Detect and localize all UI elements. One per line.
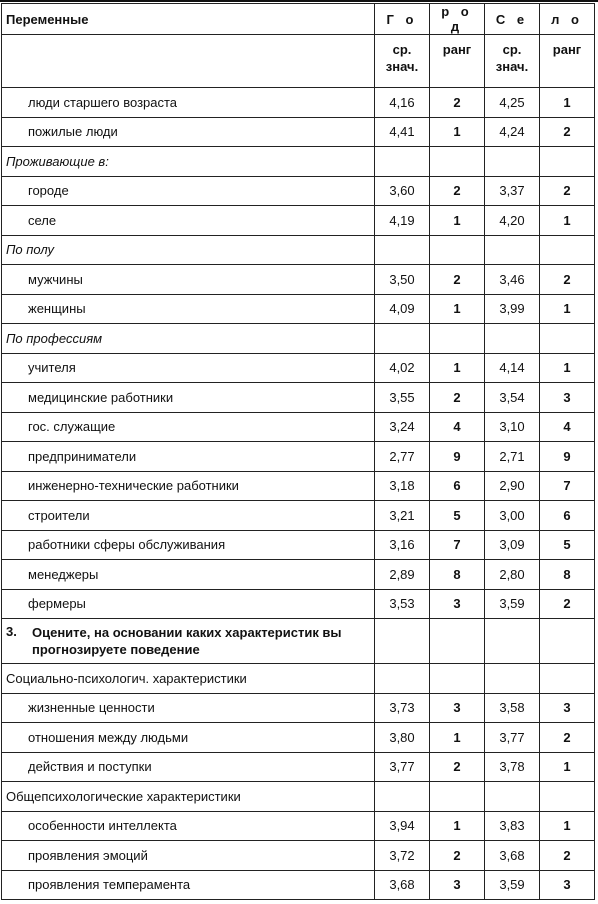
village-avg-value: 2,90 (485, 471, 540, 501)
empty-cell (430, 664, 485, 694)
city-avg-header: ср. знач. (375, 35, 430, 88)
variables-header: Переменные (2, 4, 375, 35)
table-row (2, 294, 595, 324)
question-cell (2, 619, 375, 664)
village-avg-header: ср. знач. (485, 35, 540, 88)
table-row (2, 412, 595, 442)
village-avg-value: 3,77 (485, 723, 540, 753)
village-rank-value: 7 (540, 471, 595, 501)
table-row (2, 589, 595, 619)
empty-cell (485, 782, 540, 812)
village-rank-header: ранг (540, 35, 595, 88)
table-row (2, 176, 595, 206)
village-rank-value: 2 (540, 117, 595, 147)
village-rank-value: 1 (540, 353, 595, 383)
table-body (2, 4, 595, 900)
village-rank-value: 6 (540, 501, 595, 531)
city-rank-value: 2 (430, 176, 485, 206)
empty-cell (540, 782, 595, 812)
table-row (2, 870, 595, 900)
village-rank-value: 8 (540, 560, 595, 590)
village-avg-value: 3,68 (485, 841, 540, 871)
row-label: фермеры (2, 589, 375, 619)
city-rank-value: 1 (430, 206, 485, 236)
city-rank-value: 1 (430, 353, 485, 383)
row-label: женщины (2, 294, 375, 324)
empty-cell (540, 324, 595, 354)
city-rank-value: 5 (430, 501, 485, 531)
table-row (2, 752, 595, 782)
village-rank-value: 1 (540, 294, 595, 324)
city-avg-value: 3,72 (375, 841, 430, 871)
table-row (2, 530, 595, 560)
row-label: проявления эмоций (2, 841, 375, 871)
city-rank-value: 1 (430, 117, 485, 147)
village-avg-value: 4,14 (485, 353, 540, 383)
empty-cell (540, 619, 595, 664)
row-label: предприниматели (2, 442, 375, 472)
village-avg-value: 3,59 (485, 870, 540, 900)
village-avg-value: 3,37 (485, 176, 540, 206)
city-rank-value: 3 (430, 589, 485, 619)
empty-cell (430, 782, 485, 812)
group-label: Общепсихологические характеристики (2, 782, 375, 812)
village-avg-value: 2,71 (485, 442, 540, 472)
city-avg-value: 3,94 (375, 811, 430, 841)
village-rank-value: 1 (540, 752, 595, 782)
table-row (2, 471, 595, 501)
question-number: 3. (6, 624, 17, 639)
row-label: отношения между людьми (2, 723, 375, 753)
village-avg-value: 4,24 (485, 117, 540, 147)
village-avg-value: 3,83 (485, 811, 540, 841)
village-rank-value: 2 (540, 265, 595, 295)
group-row (2, 147, 595, 177)
village-avg-value: 3,54 (485, 383, 540, 413)
village-rank-value: 2 (540, 723, 595, 753)
empty-cell (430, 147, 485, 177)
empty-cell (375, 782, 430, 812)
group-row (2, 782, 595, 812)
city-avg-value: 3,55 (375, 383, 430, 413)
empty-cell (430, 324, 485, 354)
village-avg-value: 3,59 (485, 589, 540, 619)
city-avg-value: 3,24 (375, 412, 430, 442)
empty-cell (485, 324, 540, 354)
village-rank-value: 5 (540, 530, 595, 560)
city-rank-value: 3 (430, 693, 485, 723)
table-row (2, 88, 595, 118)
village-rank-value: 3 (540, 693, 595, 723)
city-header-part2: р о д (430, 4, 485, 35)
row-label: работники сферы обслуживания (2, 530, 375, 560)
empty-cell (430, 235, 485, 265)
village-header-part2: л о (540, 4, 595, 35)
table-row (2, 811, 595, 841)
village-avg-value: 3,00 (485, 501, 540, 531)
city-avg-value: 3,53 (375, 589, 430, 619)
city-avg-value: 3,80 (375, 723, 430, 753)
city-avg-value: 2,89 (375, 560, 430, 590)
village-rank-value: 3 (540, 383, 595, 413)
empty-cell (375, 324, 430, 354)
village-avg-value: 3,10 (485, 412, 540, 442)
city-avg-value: 3,50 (375, 265, 430, 295)
question-row (2, 619, 595, 664)
city-rank-value: 2 (430, 752, 485, 782)
city-rank-value: 1 (430, 723, 485, 753)
city-avg-value: 3,73 (375, 693, 430, 723)
table-row (2, 206, 595, 236)
row-label: селе (2, 206, 375, 236)
city-avg-value: 4,19 (375, 206, 430, 236)
row-label: гос. служащие (2, 412, 375, 442)
empty-cell (540, 147, 595, 177)
table-row (2, 723, 595, 753)
village-rank-value: 4 (540, 412, 595, 442)
empty-cell (375, 619, 430, 664)
city-avg-value: 3,60 (375, 176, 430, 206)
group-label: По профессиям (2, 324, 375, 354)
empty-cell (375, 235, 430, 265)
village-avg-value: 4,20 (485, 206, 540, 236)
empty-cell (485, 664, 540, 694)
village-avg-value: 3,09 (485, 530, 540, 560)
city-rank-value: 3 (430, 870, 485, 900)
city-avg-value: 3,18 (375, 471, 430, 501)
village-avg-value: 2,80 (485, 560, 540, 590)
row-label: учителя (2, 353, 375, 383)
empty-cell (430, 619, 485, 664)
table-row (2, 117, 595, 147)
village-avg-value: 3,99 (485, 294, 540, 324)
village-rank-value: 3 (540, 870, 595, 900)
city-rank-value: 2 (430, 265, 485, 295)
city-avg-value: 3,16 (375, 530, 430, 560)
header-row-2 (2, 35, 595, 88)
city-rank-value: 9 (430, 442, 485, 472)
row-label: особенности интеллекта (2, 811, 375, 841)
row-label: мужчины (2, 265, 375, 295)
village-rank-value: 9 (540, 442, 595, 472)
row-label: люди старшего возраста (2, 88, 375, 118)
city-avg-value: 4,09 (375, 294, 430, 324)
row-label: инженерно-технические работники (2, 471, 375, 501)
group-row (2, 235, 595, 265)
village-avg-value: 4,25 (485, 88, 540, 118)
row-label: медицинские работники (2, 383, 375, 413)
city-rank-value: 2 (430, 383, 485, 413)
group-row (2, 664, 595, 694)
city-avg-value: 4,41 (375, 117, 430, 147)
city-header-part1: Г о (375, 4, 430, 35)
village-header-part1: С е (485, 4, 540, 35)
empty-cell (485, 147, 540, 177)
city-rank-value: 2 (430, 841, 485, 871)
row-label: действия и поступки (2, 752, 375, 782)
empty-cell (375, 147, 430, 177)
table-row (2, 442, 595, 472)
table-row (2, 383, 595, 413)
header-row-1 (2, 4, 595, 35)
city-rank-header: ранг (430, 35, 485, 88)
empty-cell (375, 664, 430, 694)
city-rank-value: 6 (430, 471, 485, 501)
city-avg-value: 2,77 (375, 442, 430, 472)
empty-cell (540, 664, 595, 694)
table-row (2, 841, 595, 871)
city-avg-value: 4,16 (375, 88, 430, 118)
village-rank-value: 1 (540, 88, 595, 118)
data-table (1, 3, 595, 900)
table-row (2, 265, 595, 295)
village-rank-value: 1 (540, 811, 595, 841)
row-label: пожилые люди (2, 117, 375, 147)
city-rank-value: 7 (430, 530, 485, 560)
village-rank-value: 2 (540, 841, 595, 871)
row-label: проявления темперамента (2, 870, 375, 900)
village-rank-value: 2 (540, 176, 595, 206)
city-rank-value: 2 (430, 88, 485, 118)
top-rule (0, 0, 598, 2)
table-row (2, 353, 595, 383)
row-label: менеджеры (2, 560, 375, 590)
group-label: Социально-психологич. характеристики (2, 664, 375, 694)
city-avg-value: 3,21 (375, 501, 430, 531)
village-avg-value: 3,78 (485, 752, 540, 782)
table-row (2, 560, 595, 590)
city-rank-value: 1 (430, 294, 485, 324)
question-text: Оцените, на основании каких характеристик вы прогнозируете поведение (32, 625, 342, 657)
village-avg-value: 3,46 (485, 265, 540, 295)
row-label: строители (2, 501, 375, 531)
table-row (2, 693, 595, 723)
group-label: Проживающие в: (2, 147, 375, 177)
city-avg-value: 4,02 (375, 353, 430, 383)
row-label: жизненные ценности (2, 693, 375, 723)
city-rank-value: 8 (430, 560, 485, 590)
empty-cell (485, 619, 540, 664)
empty-cell (485, 235, 540, 265)
city-rank-value: 4 (430, 412, 485, 442)
city-avg-value: 3,68 (375, 870, 430, 900)
table-row (2, 501, 595, 531)
village-rank-value: 2 (540, 589, 595, 619)
header-blank-cell (2, 35, 375, 88)
row-label: городе (2, 176, 375, 206)
city-rank-value: 1 (430, 811, 485, 841)
village-avg-value: 3,58 (485, 693, 540, 723)
empty-cell (540, 235, 595, 265)
group-row (2, 324, 595, 354)
village-rank-value: 1 (540, 206, 595, 236)
group-label: По полу (2, 235, 375, 265)
city-avg-value: 3,77 (375, 752, 430, 782)
